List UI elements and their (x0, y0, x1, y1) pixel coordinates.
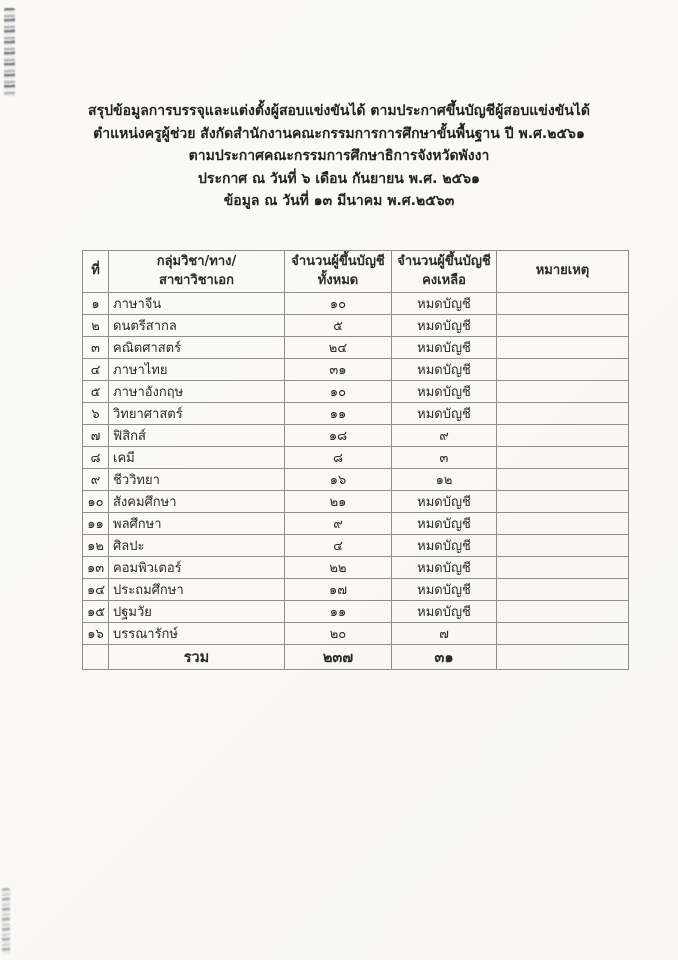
cell-remark (497, 491, 629, 513)
cell-subject: ภาษาไทย (109, 359, 285, 381)
cell-remark (497, 535, 629, 557)
table-row (83, 359, 629, 381)
cell-subject: ชีววิทยา (109, 469, 285, 491)
cell-remaining: ๙ (392, 425, 497, 447)
cell-subject: เคมี (109, 447, 285, 469)
cell-total: ๑๐ (285, 293, 392, 315)
cell-no: ๑๔ (83, 579, 109, 601)
document-data-date-line: ข้อมูล ณ วันที่ ๑๓ มีนาคม พ.ศ.๒๕๖๓ (223, 193, 455, 209)
cell-remark (497, 513, 629, 535)
cell-subject: ดนตรีสากล (109, 315, 285, 337)
cell-subject: สังคมศึกษา (109, 491, 285, 513)
cell-no: ๑๐ (83, 491, 109, 513)
cell-total: ๑๖ (285, 469, 392, 491)
cell-no: ๑๕ (83, 601, 109, 623)
cell-subject: ฟิสิกส์ (109, 425, 285, 447)
cell-remaining: หมดบัญชี (392, 579, 497, 601)
cell-total: ๒๐ (285, 623, 392, 645)
cell-subject: ศิลปะ (109, 535, 285, 557)
cell-remark (497, 601, 629, 623)
roster-summary-table (82, 250, 629, 670)
table-row (83, 293, 629, 315)
table-row (83, 601, 629, 623)
table-row (83, 491, 629, 513)
cell-total: ๘ (285, 447, 392, 469)
cell-remaining: ๗ (392, 623, 497, 645)
cell-subject: คณิตศาสตร์ (109, 337, 285, 359)
cell-no: ๙ (83, 469, 109, 491)
total-row-label: รวม (109, 645, 285, 670)
document-header (0, 100, 678, 213)
cell-remark (497, 425, 629, 447)
total-cell-remark (497, 645, 629, 670)
cell-no: ๒ (83, 315, 109, 337)
cell-subject: ภาษาจีน (109, 293, 285, 315)
cell-remaining: ๓ (392, 447, 497, 469)
total-row-remaining-value: ๓๑ (392, 645, 497, 670)
column-header-remaining (392, 251, 497, 293)
cell-no: ๓ (83, 337, 109, 359)
cell-no: ๔ (83, 359, 109, 381)
column-header-remaining-line-1: จำนวนผู้ขึ้นบัญชี (397, 253, 491, 269)
column-header-subject-line-2: สาขาวิชาเอก (159, 272, 234, 288)
document-title-line-1: สรุปข้อมูลการบรรจุและแต่งตั้งผู้สอบแข่งขันได้ ตามประกาศขึ้นบัญชีผู้สอบแข่งขันได้ (88, 103, 590, 119)
table-row (83, 337, 629, 359)
column-header-remark: หมายเหตุ (497, 251, 629, 293)
cell-remark (497, 557, 629, 579)
cell-total: ๑๑ (285, 601, 392, 623)
table-row (83, 315, 629, 337)
table-row (83, 469, 629, 491)
cell-no: ๖ (83, 403, 109, 425)
cell-remaining: ๑๒ (392, 469, 497, 491)
cell-subject: คอมพิวเตอร์ (109, 557, 285, 579)
cell-total: ๓๑ (285, 359, 392, 381)
table-row (83, 623, 629, 645)
cell-remark (497, 359, 629, 381)
table-row (83, 557, 629, 579)
cell-remark (497, 403, 629, 425)
cell-no: ๑๑ (83, 513, 109, 535)
cell-subject: วิทยาศาสตร์ (109, 403, 285, 425)
cell-total: ๑๗ (285, 579, 392, 601)
cell-total: ๑๘ (285, 425, 392, 447)
cell-remaining: หมดบัญชี (392, 513, 497, 535)
cell-subject: ภาษาอังกฤษ (109, 381, 285, 403)
cell-total: ๒๑ (285, 491, 392, 513)
table-row (83, 513, 629, 535)
table-row (83, 447, 629, 469)
cell-remark (497, 469, 629, 491)
cell-no: ๑๒ (83, 535, 109, 557)
table-row (83, 425, 629, 447)
cell-no: ๑๖ (83, 623, 109, 645)
document-title-line-3: ตามประกาศคณะกรรมการศึกษาธิการจังหวัดพังงา (188, 148, 490, 164)
cell-no: ๗ (83, 425, 109, 447)
cell-total: ๔ (285, 535, 392, 557)
cell-remark (497, 381, 629, 403)
cell-total: ๙ (285, 513, 392, 535)
cell-remaining: หมดบัญชี (392, 403, 497, 425)
cell-remark (497, 447, 629, 469)
cell-total: ๒๒ (285, 557, 392, 579)
document-title-line-2: ตำแหน่งครูผู้ช่วย สังกัดสำนักงานคณะกรรมการการศึกษาขั้นพื้นฐาน ปี พ.ศ.๒๕๖๑ (93, 125, 585, 142)
column-header-total-line-2: ทั้งหมด (317, 272, 359, 288)
cell-no: ๕ (83, 381, 109, 403)
column-header-total (285, 251, 392, 293)
cell-total: ๑๐ (285, 381, 392, 403)
document-announce-date-line: ประกาศ ณ วันที่ ๖ เดือน กันยายน พ.ศ. ๒๕๖๑ (198, 170, 480, 187)
column-header-total-line-1: จำนวนผู้ขึ้นบัญชี (291, 253, 385, 269)
cell-no: ๘ (83, 447, 109, 469)
cell-total: ๕ (285, 315, 392, 337)
cell-subject: พลศึกษา (109, 513, 285, 535)
cell-subject: ประถมศึกษา (109, 579, 285, 601)
table-row (83, 579, 629, 601)
cell-no: ๑๓ (83, 557, 109, 579)
cell-remaining: หมดบัญชี (392, 359, 497, 381)
cell-subject: ปฐมวัย (109, 601, 285, 623)
cell-subject: บรรณารักษ์ (109, 623, 285, 645)
cell-remaining: หมดบัญชี (392, 293, 497, 315)
table-row (83, 535, 629, 557)
cell-remaining: หมดบัญชี (392, 337, 497, 359)
cell-remark (497, 337, 629, 359)
table-header-row (83, 251, 629, 293)
cell-remaining: หมดบัญชี (392, 315, 497, 337)
scan-smudge-artifact-bottom-left (2, 888, 10, 954)
cell-no: ๑ (83, 293, 109, 315)
column-header-remaining-line-2: คงเหลือ (422, 272, 466, 288)
table-row (83, 403, 629, 425)
cell-remaining: หมดบัญชี (392, 535, 497, 557)
cell-remark (497, 315, 629, 337)
cell-remaining: หมดบัญชี (392, 557, 497, 579)
column-header-no: ที่ (83, 251, 109, 293)
total-row-total-value: ๒๓๗ (285, 645, 392, 670)
cell-remaining: หมดบัญชี (392, 491, 497, 513)
table-total-row (83, 645, 629, 670)
cell-total: ๒๔ (285, 337, 392, 359)
total-cell-no-empty (83, 645, 109, 670)
column-header-subject (109, 251, 285, 293)
column-header-subject-line-1: กลุ่มวิชา/ทาง/ (156, 253, 237, 269)
cell-total: ๑๑ (285, 403, 392, 425)
cell-remaining: หมดบัญชี (392, 381, 497, 403)
cell-remaining: หมดบัญชี (392, 601, 497, 623)
cell-remark (497, 293, 629, 315)
cell-remark (497, 623, 629, 645)
scan-smudge-artifact-top-left (4, 8, 15, 96)
table-row (83, 381, 629, 403)
cell-remark (497, 579, 629, 601)
